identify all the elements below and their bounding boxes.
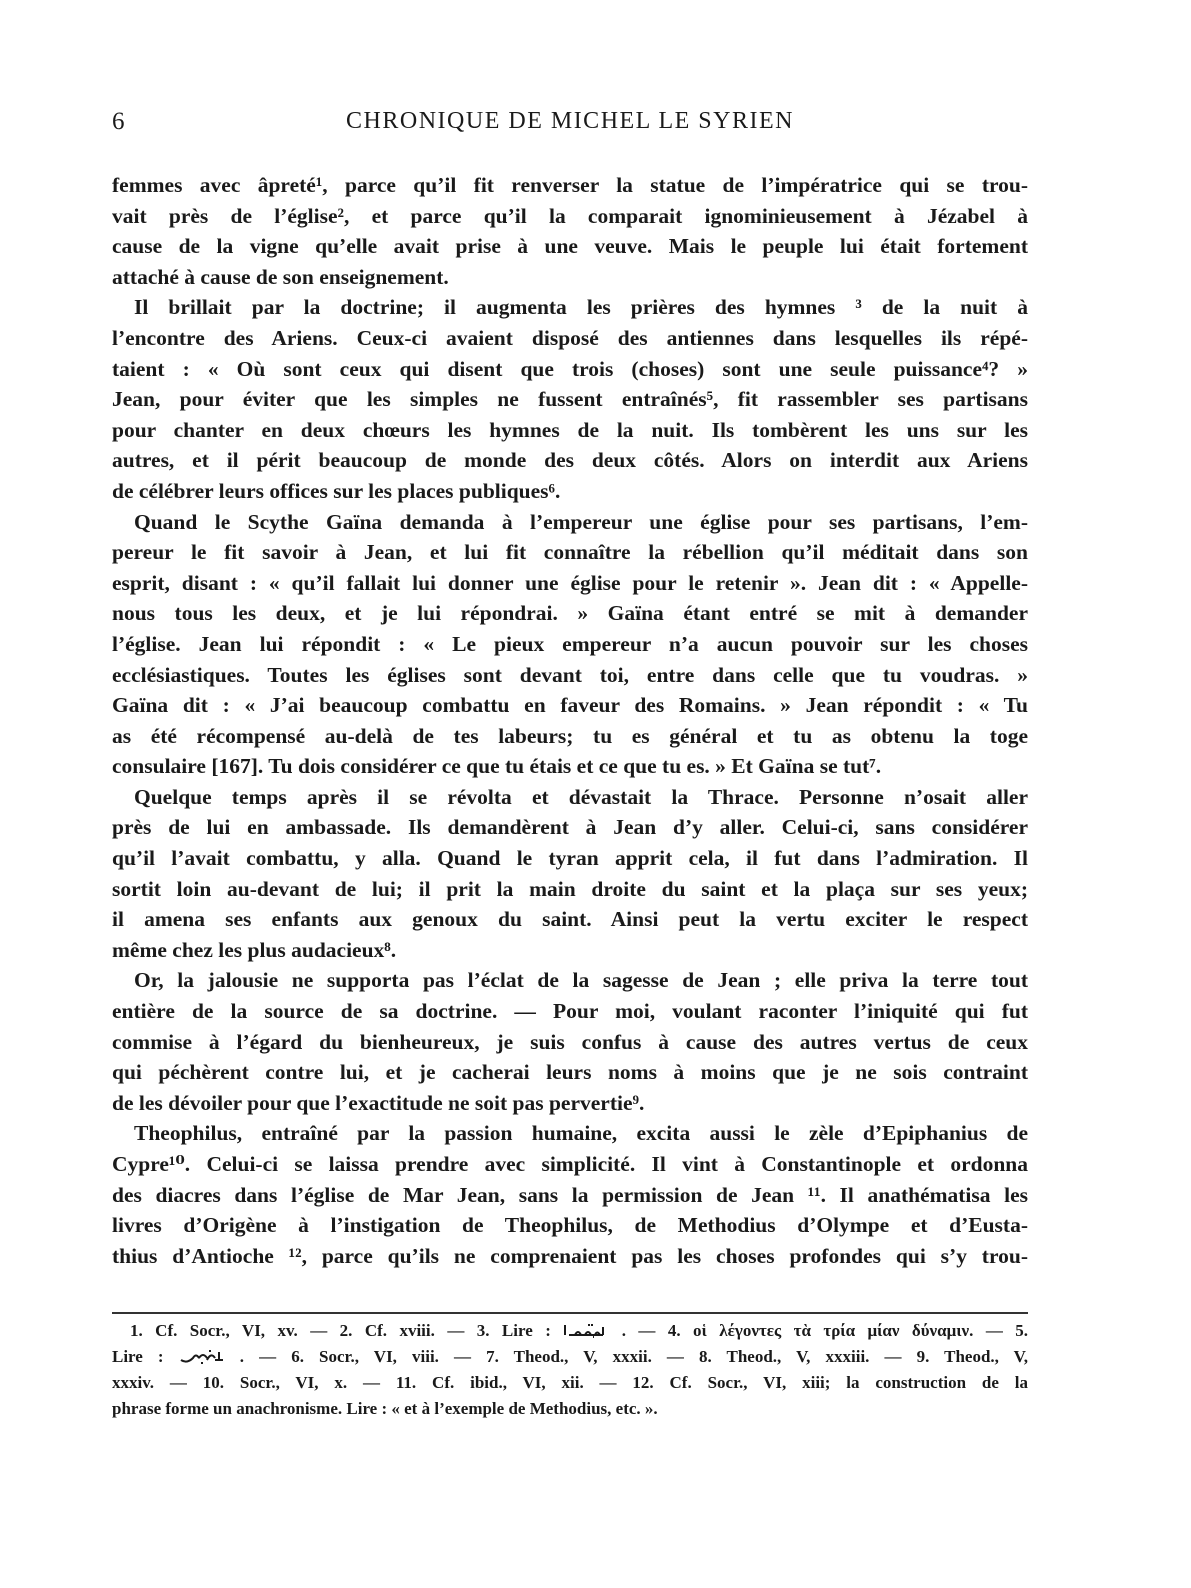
text-line: qu’il l’avait combattu, y alla. Quand le tyran apprit cela, il fut dans l’admiration. Il [112, 846, 1028, 871]
text-line: vait près de l’église², et parce qu’il la comparait ignominieusement à Jézabel à [112, 203, 1028, 228]
syriac-word-icon [179, 1348, 225, 1364]
text-line: il amena ses enfants aux genoux du saint. Ainsi peut la vertu exciter le respect [112, 907, 1028, 932]
text-line: taient : « Où sont ceux qui disent que trois (choses) sont une seule puissance⁴? » [112, 356, 1028, 381]
text-line: as été récompensé au-delà de tes labeurs; tu es général et tu as obtenu la toge [112, 723, 1028, 748]
text-line: commise à l’égard du bienheureux, je suis confus à cause des autres vertus de ceux [112, 1029, 1028, 1054]
text-line: ecclésiastiques. Toutes les églises sont devant toi, entre dans celle que tu voudras. » [112, 662, 1028, 687]
footnotes [112, 1318, 1028, 1422]
text-line: consulaire [167]. Tu dois considérer ce que tu étais et ce que tu es. » Et Gaïna se tut⁷. [112, 754, 882, 779]
text-line: livres d’Origène à l’instigation de Theophilus, de Methodius d’Olympe et d’Eusta- [112, 1213, 1028, 1238]
text-line: l’église. Jean lui répondit : « Le pieux empereur n’a aucun pouvoir sur les choses [112, 631, 1028, 656]
text-line: Quand le Scythe Gaïna demanda à l’empereur une église pour ses partisans, l’em- [134, 509, 1028, 534]
text-line: des diacres dans l’église de Mar Jean, sans la permission de Jean ¹¹. Il anathématisa les [112, 1182, 1028, 1207]
text-line: Il brillait par la doctrine; il augmenta les prières des hymnes ³ de la nuit à [134, 295, 1028, 320]
running-title: CHRONIQUE DE MICHEL LE SYRIEN [346, 108, 794, 134]
text-line: femmes avec âpreté¹, parce qu’il fit renverser la statue de l’impératrice qui se trou- [112, 173, 1028, 197]
text-line: de célébrer leurs offices sur les places publiques⁶. [112, 478, 561, 503]
body-text [112, 170, 1028, 1271]
text-line: l’encontre des Ariens. Ceux-ci avaient disposé des antiennes dans lesquelles ils répé- [112, 325, 1028, 350]
text-line: même chez les plus audacieux⁸. [112, 937, 397, 962]
text-line: thius d’Antioche ¹², parce qu’ils ne comprenaient pas les choses profondes qui s’y trou- [112, 1243, 1028, 1268]
text-line: de les dévoiler pour que l’exactitude ne soit pas pervertie⁹. [112, 1090, 645, 1115]
text-line: cause de la vigne qu’elle avait prise à une veuve. Mais le peuple lui était fortement [112, 234, 1028, 259]
page-number: 6 [112, 108, 125, 135]
text-line: près de lui en ambassade. Ils demandèrent à Jean d’y aller. Celui-ci, sans considérer [112, 815, 1028, 840]
text-line: nous tous les deux, et je lui répondrai. » Gaïna étant entré se mit à demander [112, 601, 1028, 626]
text-line: pour chanter en deux chœurs les hymnes de la nuit. Ils tombèrent les uns sur les [112, 417, 1028, 442]
footnote-line: 1. Cf. Socr., VI, xv. — 2. Cf. xviii. — 3. Lire : . — 4. οἱ λέγοντες τὰ τρία μίαν δύναμιν. — 5. [130, 1321, 1029, 1340]
syriac-word-icon [563, 1322, 609, 1338]
page-header [112, 108, 1028, 142]
text-line: Theophilus, entraîné par la passion humaine, excita aussi le zèle d’Epiphanius de [134, 1121, 1028, 1146]
text-line: pereur le fit savoir à Jean, et lui fit connaître la rébellion qu’il méditait dans son [112, 540, 1028, 565]
text-line: Gaïna dit : « J’ai beaucoup combattu en faveur des Romains. » Jean répondit : « Tu [112, 693, 1028, 718]
text-line: Jean, pour éviter que les simples ne fussent entraînés⁵, fit rassembler ses partisans [112, 387, 1028, 412]
text-line: attaché à cause de son enseignement. [112, 264, 449, 289]
footnote-divider [112, 1312, 1028, 1314]
footnote-line: xxxiv. — 10. Socr., VI, x. — 11. Cf. ibid., VI, xii. — 12. Cf. Socr., VI, xiii; la construction de la [112, 1373, 1028, 1392]
text-line: Or, la jalousie ne supporta pas l’éclat de la sagesse de Jean ; elle priva la terre tout [134, 968, 1028, 993]
text-line: Cypre¹⁰. Celui-ci se laissa prendre avec simplicité. Il vint à Constantinople et ordonna [112, 1152, 1028, 1176]
text-line: esprit, disant : « qu’il fallait lui donner une église pour le retenir ». Jean dit : « Appelle- [112, 570, 1028, 595]
text-line: autres, et il périt beaucoup de monde des deux côtés. Alors on interdit aux Ariens [112, 448, 1028, 473]
footnote-line: Lire : . — 6. Socr., VI, viii. — 7. Theod., V, xxxii. — 8. Theod., V, xxxiii. — 9. Theod., V, [112, 1347, 1029, 1366]
text-line: sortit loin au-devant de lui; il prit la main droite du saint et la plaça sur ses yeux; [112, 876, 1028, 901]
text-line: Quelque temps après il se révolta et dévastait la Thrace. Personne n’osait aller [134, 784, 1028, 809]
text-line: entière de la source de sa doctrine. — Pour moi, voulant raconter l’iniquité qui fut [112, 999, 1028, 1024]
footnote-line: phrase forme un anachronisme. Lire : « et à l’exemple de Methodius, etc. ». [112, 1399, 658, 1418]
text-line: qui péchèrent contre lui, et je cacherai leurs noms à moins que je ne sois contraint [112, 1060, 1028, 1085]
